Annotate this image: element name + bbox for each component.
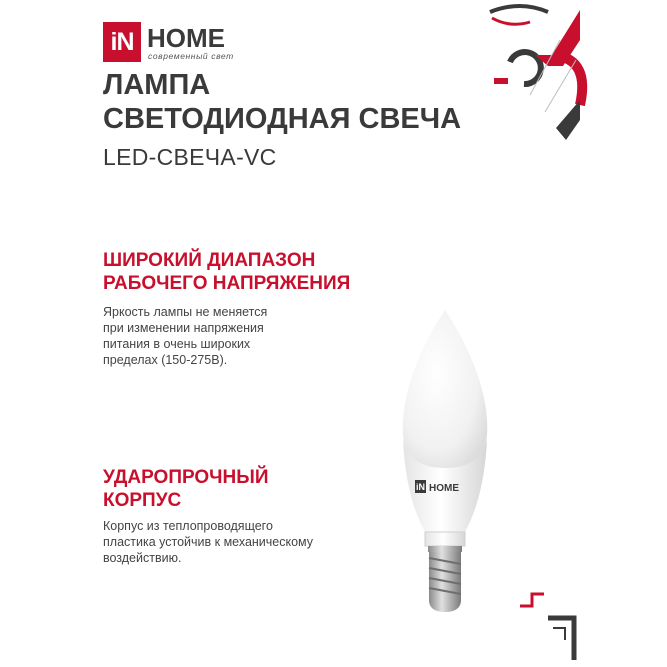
led-candle-bulb-image [385, 300, 515, 620]
logo-home-text: HOME [147, 23, 225, 53]
page-title [103, 68, 523, 136]
corner-bracket-icon [520, 594, 574, 660]
bulb-label-home: HOME [429, 483, 459, 494]
feature-heading-line: ШИРОКИЙ ДИАПАЗОН [103, 250, 316, 271]
feature-text-line: пределах (150-275В). [103, 353, 228, 367]
title-line-1: ЛАМПА [103, 69, 211, 101]
feature-heading-voltage [103, 249, 403, 295]
title-line-2: СВЕТОДИОДНАЯ СВЕЧА [103, 103, 462, 135]
bulb-label-in: iN [416, 482, 425, 492]
brand-logo [103, 22, 243, 62]
feature-heading-impact [103, 466, 403, 512]
feature-text-line: пластика устойчив к механическому [103, 535, 314, 549]
feature-heading-line: КОРПУС [103, 490, 182, 511]
feature-heading-line: РАБОЧЕГО НАПРЯЖЕНИЯ [103, 273, 351, 294]
bulb-label [415, 480, 459, 494]
feature-text-line: воздействию. [103, 551, 182, 565]
feature-text-line: Корпус из теплопроводящего [103, 519, 273, 533]
feature-text-line: при изменении напряжения [103, 321, 264, 335]
feature-text-line: Яркость лампы не меняется [103, 305, 268, 319]
feature-heading-line: УДАРОПРОЧНЫЙ [103, 467, 269, 488]
feature-text-line: питания в очень широких [103, 337, 251, 351]
model-name: LED-СВЕЧА-VC [103, 144, 277, 170]
logo-slogan: современный свет [148, 51, 234, 61]
feature-text-impact [103, 518, 333, 566]
feature-text-voltage [103, 304, 333, 368]
logo-in-text: iN [110, 28, 134, 56]
red-corner-arc-icon [490, 6, 548, 24]
